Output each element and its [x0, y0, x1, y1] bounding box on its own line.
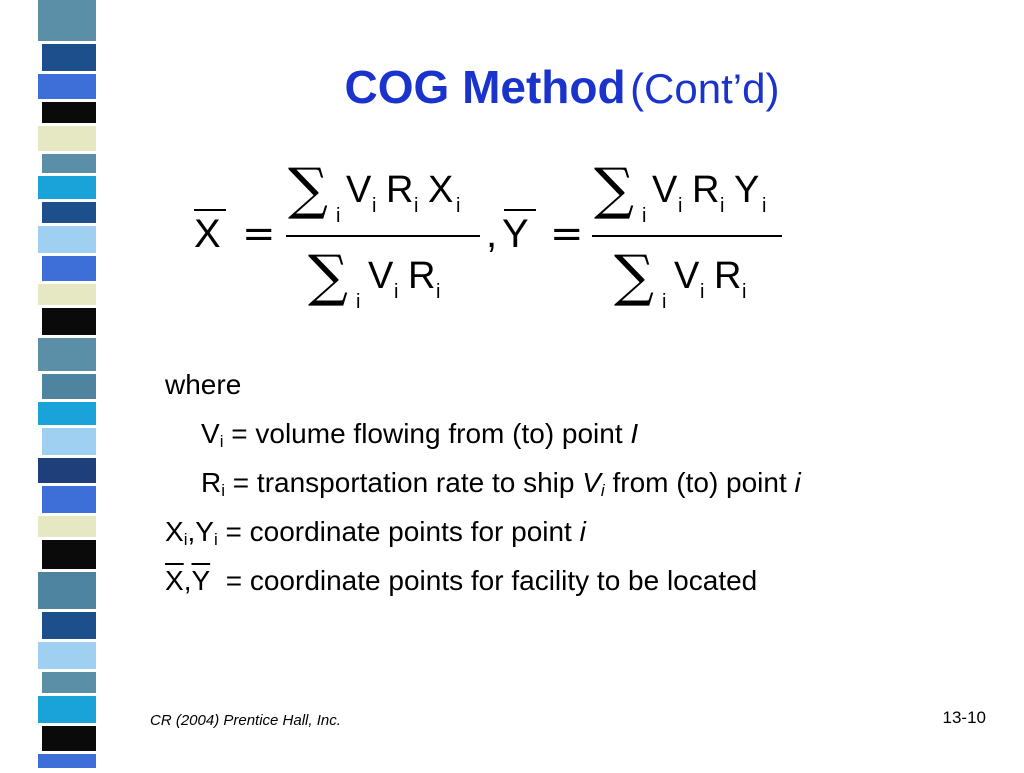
- formula-svg: [190, 150, 810, 320]
- where-text: where: [165, 369, 242, 400]
- strip-block: [38, 458, 96, 483]
- subscript-i: i: [762, 195, 767, 217]
- strip-block: [38, 284, 96, 305]
- strip-block: [42, 540, 96, 569]
- bar-x-symbol: $\overline{X}$: [165, 565, 184, 596]
- strip-block: [42, 726, 96, 751]
- formula-comma: ,: [486, 212, 498, 256]
- r-symbol: R: [692, 169, 720, 211]
- subscript-i: i: [678, 195, 683, 217]
- slide-title: [50, 60, 1024, 114]
- strip-block: [42, 428, 96, 455]
- y-bar-symbol: Y: [502, 212, 529, 256]
- title-bold: COG Method: [344, 61, 626, 113]
- strip-block: [42, 486, 96, 513]
- bar-description: = coordinate points for facility to be located: [225, 565, 758, 596]
- v-symbol: V: [652, 169, 678, 211]
- bar-comma: ,: [183, 565, 192, 596]
- strip-block: [38, 126, 96, 151]
- strip-block: [42, 612, 96, 639]
- yi-subscript: i: [213, 530, 218, 549]
- ri-description: = transportation rate to ship: [225, 467, 583, 498]
- subscript-i: i: [662, 291, 667, 313]
- v-symbol: V: [368, 255, 394, 297]
- equals-sign-1: =: [242, 211, 276, 257]
- x-symbol: X: [428, 169, 454, 211]
- xi-symbol: X: [165, 516, 184, 547]
- definitions-list: [165, 360, 801, 605]
- copyright-footer: CR (2004) Prentice Hall, Inc.: [150, 712, 341, 729]
- strip-block: [38, 572, 96, 609]
- subscript-i: i: [436, 281, 441, 303]
- page-number: 13-10: [942, 708, 986, 727]
- xi-subscript: i: [183, 530, 188, 549]
- sum-symbol: ∑: [308, 244, 348, 309]
- definition-vi: [165, 409, 801, 458]
- xy-variable: i: [579, 516, 586, 547]
- vi-description: = volume flowing from (to) point: [223, 418, 631, 449]
- subscript-i: i: [742, 281, 747, 303]
- subscript-i: i: [720, 195, 725, 217]
- v-symbol: V: [346, 169, 372, 211]
- strip-block: [42, 672, 96, 693]
- strip-block: [42, 374, 96, 399]
- subscript-i: i: [394, 281, 399, 303]
- subscript-i: i: [642, 205, 647, 227]
- decorative-strip: [0, 0, 120, 768]
- subscript-i: i: [456, 195, 461, 217]
- cog-formula: [190, 150, 810, 325]
- vi-symbol: V: [201, 418, 220, 449]
- ri-description-2: from (to) point: [604, 467, 795, 498]
- y-symbol: Y: [734, 169, 760, 211]
- r-symbol: R: [386, 169, 414, 211]
- yi-symbol: Y: [195, 516, 214, 547]
- subscript-i: i: [414, 195, 419, 217]
- where-label: [165, 360, 801, 409]
- strip-block: [38, 0, 96, 41]
- sum-symbol: ∑: [594, 157, 634, 222]
- vi-variable: I: [630, 418, 639, 449]
- x-bar-symbol: X: [194, 212, 221, 256]
- strip-block: [42, 308, 96, 335]
- strip-block: [38, 642, 96, 669]
- ri-variable-v-sub: i: [600, 481, 605, 500]
- strip-graphic: [0, 0, 120, 768]
- bar-y-symbol: $\overline{Y}$: [191, 565, 211, 596]
- strip-block: [38, 176, 96, 199]
- subscript-i: i: [336, 205, 341, 227]
- subscript-i: i: [700, 281, 705, 303]
- strip-block: [38, 696, 96, 723]
- strip-block: [42, 256, 96, 281]
- vi-subscript: i: [219, 432, 224, 451]
- v-symbol: V: [674, 255, 700, 297]
- equals-sign-2: =: [550, 211, 584, 257]
- strip-block: [42, 202, 96, 223]
- definition-bar: [165, 556, 801, 605]
- strip-block: [38, 402, 96, 425]
- strip-block: [42, 154, 96, 173]
- xy-description: = coordinate points for point: [217, 516, 580, 547]
- r-symbol: R: [408, 255, 436, 297]
- xy-comma: ,: [187, 516, 196, 547]
- strip-block: [38, 338, 96, 371]
- definition-ri: [165, 458, 801, 507]
- ri-subscript: i: [221, 481, 226, 500]
- title-normal: (Cont’d): [630, 65, 780, 112]
- subscript-i: i: [356, 291, 361, 313]
- r-symbol: R: [714, 255, 742, 297]
- ri-symbol: R: [201, 467, 222, 498]
- definition-xy: [165, 507, 801, 556]
- sum-symbol: ∑: [288, 157, 328, 222]
- strip-block: [38, 754, 96, 768]
- strip-block: [38, 516, 96, 537]
- strip-block: [38, 226, 96, 253]
- ri-variable-v: V: [582, 467, 601, 498]
- subscript-i: i: [372, 195, 377, 217]
- ri-variable-i: i: [794, 467, 801, 498]
- sum-symbol: ∑: [614, 244, 654, 309]
